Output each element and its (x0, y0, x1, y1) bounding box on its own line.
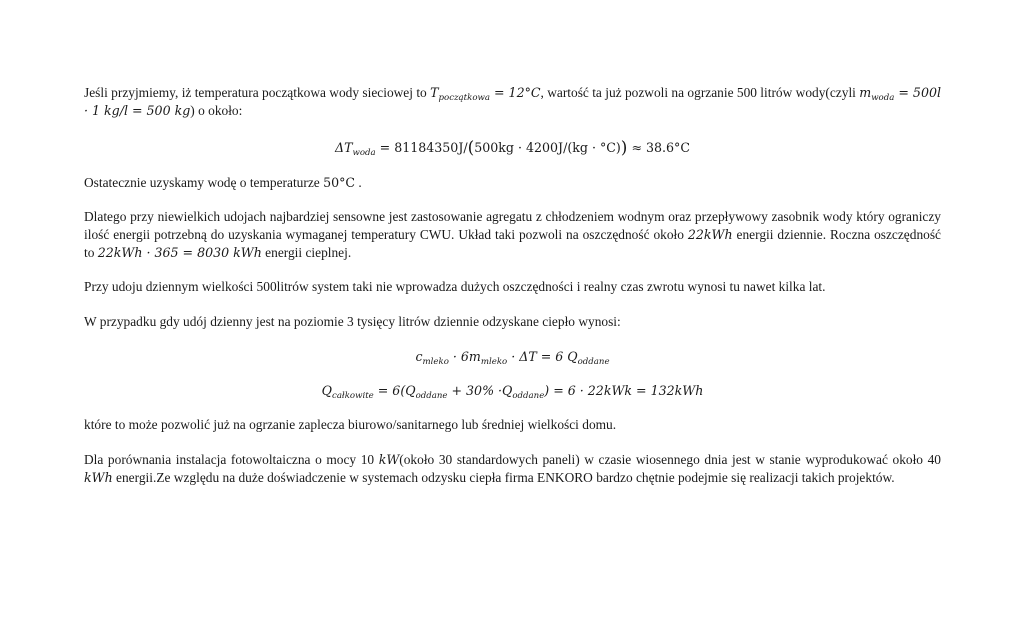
text: , wartość ta już pozwoli na ogrzanie 500 litrów wody(czyli (540, 85, 860, 100)
equation-heat-released: $c_{mleko} \cdot 6m_{mleko} \cdot \Delta T = 6$ $Q_{oddane}$ (415, 349, 610, 367)
math-mass-water: $m_{woda} = 500l \cdot 1$ kg/l = 500 kg (84, 85, 941, 118)
paragraph-final-temperature: Ostatecznie uzyskamy wodę o temperaturze 50°C . (84, 175, 362, 190)
paragraph-photovoltaic-comparison: Dla porównania instalacja fotowoltaiczna o mocy 10 kW(około 30 standardowych paneli) w czasie wiosennego dnia jest w stanie wyprodukować około 40 kWh energii.Ze względu na duże doświadczenie w systemach odzysku ciepła firma ENKORO bardzo chętnie podejmie się realizacji takich projektów. (84, 452, 941, 485)
text: Jeśli przyjmiemy, iż temperatura początkowa wody sieciowej to (84, 85, 431, 100)
math-t-initial: $T_{początkowa} = 12^\circ C$ (430, 85, 541, 103)
paragraph-recommendation: Dlatego przy niewielkich udojach najbardziej sensowne jest zastosowanie agregatu z chłodzeniem wodnym oraz przepływowy zasobnik wody który ograniczy ilość energii potrzebną do uzyskania wymaganej temperatury CWU. Układ taki pozwoli na oszczędność około 22kWh energii dziennie. Roczna oszczędność to 22kWh · 365 = 8030 kWh energii cieplnej. (84, 209, 941, 260)
paragraph-initial-temperature (84, 84, 941, 120)
document-page (84, 84, 941, 487)
equation-heat-total: $Q_{całkowite} = 6(Q_{oddane} + 30\% \cdot Q_{oddane}) = 6 \cdot 22kWk = 132kWh$ (321, 383, 704, 401)
equation-delta-t: $\Delta T_{woda} = 81184350J/(500kg \cdot 4200J/(kg \cdot ^\circ C)) \approx 38.6^\circ C$ (335, 138, 690, 158)
text: ) o około: (190, 103, 243, 118)
paragraph-heating-use: które to może pozwolić już na ogrzanie zaplecza biurowo/sanitarnego lub średniej wielkości domu. (84, 417, 617, 432)
paragraph-small-milking: Przy udoju dziennym wielkości 500litrów system taki nie wprowadza dużych oszczędności i realny czas zwrotu wynosi tu nawet kilka lat. (84, 279, 826, 294)
paragraph-large-milking: W przypadku gdy udój dzienny jest na poziomie 3 tysięcy litrów dziennie odzyskane ciepło wynosi: (84, 314, 621, 329)
